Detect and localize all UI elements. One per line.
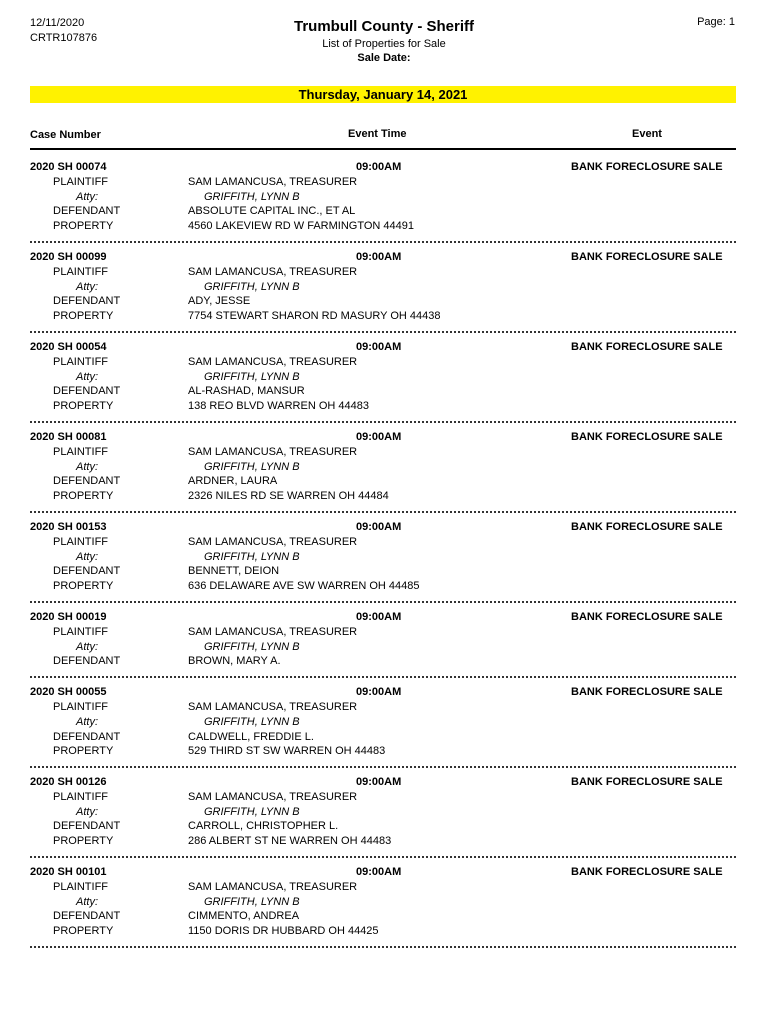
case-row	[0, 715, 768, 730]
defendant-name: CALDWELL, FREDDIE L.	[188, 730, 314, 743]
case-row	[0, 880, 768, 895]
property-address: 7754 STEWART SHARON RD MASURY OH 44438	[188, 310, 441, 323]
defendant-name: BROWN, MARY A.	[188, 655, 281, 668]
case-divider	[30, 676, 736, 678]
plaintiff-name: SAM LAMANCUSA, TREASURER	[188, 625, 358, 638]
case-divider	[30, 331, 736, 333]
event-type: BANK FORECLOSURE SALE	[571, 161, 723, 173]
attorney-name: GRIFFITH, LYNN B	[204, 805, 300, 818]
report-date: 12/11/2020	[30, 17, 85, 29]
defendant-name: ARDNER, LAURA	[188, 475, 278, 488]
column-header-time: Event Time	[348, 128, 407, 140]
event-type: BANK FORECLOSURE SALE	[571, 250, 723, 263]
case-row	[0, 909, 768, 924]
case-divider	[30, 601, 736, 603]
case-row	[0, 294, 768, 309]
case-divider	[30, 946, 736, 948]
sale-date-label: Sale Date:	[357, 52, 411, 64]
defendant-name: ABSOLUTE CAPITAL INC., ET AL	[188, 205, 356, 218]
property-label: PROPERTY	[53, 835, 114, 848]
plaintiff-name: SAM LAMANCUSA, TREASURER	[188, 355, 358, 368]
case-row	[0, 265, 768, 280]
attorney-name: GRIFFITH, LYNN B	[204, 460, 300, 473]
case-row	[0, 790, 768, 805]
case-entry	[0, 520, 768, 594]
case-row	[0, 520, 768, 535]
case-number: 2020 SH 00019	[30, 610, 107, 623]
case-number: 2020 SH 00074	[30, 161, 107, 173]
column-header-case: Case Number	[30, 129, 101, 141]
property-label: PROPERTY	[53, 745, 114, 758]
event-time: 09:00AM	[356, 610, 402, 623]
case-number: 2020 SH 00099	[30, 250, 107, 263]
plaintiff-name: SAM LAMANCUSA, TREASURER	[188, 175, 358, 188]
case-row	[0, 250, 768, 265]
property-address: 1150 DORIS DR HUBBARD OH 44425	[188, 925, 379, 938]
event-type: BANK FORECLOSURE SALE	[571, 610, 723, 623]
case-number: 2020 SH 00126	[30, 776, 107, 789]
property-address: 4560 LAKEVIEW RD W FARMINGTON 44491	[188, 220, 414, 233]
attorney-label: Atty:	[76, 280, 99, 293]
page-subtitle: List of Properties for Sale	[322, 38, 446, 50]
plaintiff-name: SAM LAMANCUSA, TREASURER	[188, 880, 358, 893]
event-time: 09:00AM	[356, 776, 402, 789]
attorney-name: GRIFFITH, LYNN B	[204, 550, 300, 563]
event-type: BANK FORECLOSURE SALE	[571, 340, 723, 353]
case-entry	[0, 160, 768, 234]
case-entry	[0, 610, 768, 669]
plaintiff-label: PLAINTIFF	[53, 535, 109, 548]
case-row	[0, 355, 768, 370]
defendant-label: DEFENDANT	[53, 205, 121, 218]
case-entry	[0, 430, 768, 504]
plaintiff-name: SAM LAMANCUSA, TREASURER	[188, 700, 358, 713]
attorney-label: Atty:	[76, 805, 99, 818]
case-row	[0, 204, 768, 219]
property-address: 636 DELAWARE AVE SW WARREN OH 44485	[188, 580, 420, 593]
defendant-label: DEFENDANT	[53, 385, 121, 398]
case-row	[0, 430, 768, 445]
case-divider	[30, 766, 736, 768]
event-time: 09:00AM	[356, 686, 402, 699]
property-label: PROPERTY	[53, 220, 114, 233]
case-row	[0, 474, 768, 489]
attorney-name: GRIFFITH, LYNN B	[204, 190, 300, 203]
case-row	[0, 865, 768, 880]
defendant-label: DEFENDANT	[53, 565, 121, 578]
attorney-label: Atty:	[76, 640, 99, 653]
property-label: PROPERTY	[53, 490, 114, 503]
defendant-name: BENNETT, DEION	[188, 565, 280, 578]
case-row	[0, 384, 768, 399]
defendant-label: DEFENDANT	[53, 910, 121, 923]
defendant-label: DEFENDANT	[53, 730, 121, 743]
defendant-label: DEFENDANT	[53, 475, 121, 488]
case-row	[0, 685, 768, 700]
case-row	[0, 654, 768, 669]
attorney-name: GRIFFITH, LYNN B	[204, 895, 300, 908]
event-time: 09:00AM	[356, 161, 402, 173]
case-divider	[30, 241, 736, 243]
case-row	[0, 640, 768, 655]
case-row	[0, 700, 768, 715]
case-row	[0, 190, 768, 205]
attorney-name: GRIFFITH, LYNN B	[204, 640, 300, 653]
event-time: 09:00AM	[356, 250, 402, 263]
defendant-label: DEFENDANT	[53, 295, 121, 308]
property-label: PROPERTY	[53, 400, 114, 413]
case-row	[0, 175, 768, 190]
property-label: PROPERTY	[53, 310, 114, 323]
case-row	[0, 730, 768, 745]
plaintiff-label: PLAINTIFF	[53, 790, 109, 803]
case-row	[0, 535, 768, 550]
page-number: Page: 1	[697, 16, 735, 28]
defendant-name: CARROLL, CHRISTOPHER L.	[188, 820, 339, 833]
sale-day-banner: Thursday, January 14, 2021	[30, 86, 736, 103]
property-address: 286 ALBERT ST NE WARREN OH 44483	[188, 835, 392, 848]
event-time: 09:00AM	[356, 340, 402, 353]
event-type: BANK FORECLOSURE SALE	[571, 686, 723, 699]
report-id: CRTR107876	[30, 32, 98, 44]
plaintiff-name: SAM LAMANCUSA, TREASURER	[188, 535, 358, 548]
event-time: 09:00AM	[356, 866, 402, 879]
event-time: 09:00AM	[356, 520, 402, 533]
attorney-label: Atty:	[76, 460, 99, 473]
defendant-name: ADY, JESSE	[188, 295, 251, 308]
case-divider	[30, 511, 736, 513]
defendant-name: CIMMENTO, ANDREA	[188, 910, 300, 923]
attorney-label: Atty:	[76, 715, 99, 728]
property-address: 2326 NILES RD SE WARREN OH 44484	[188, 490, 389, 503]
case-number: 2020 SH 00055	[30, 686, 107, 699]
case-row	[0, 834, 768, 849]
property-label: PROPERTY	[53, 580, 114, 593]
plaintiff-label: PLAINTIFF	[53, 355, 109, 368]
attorney-name: GRIFFITH, LYNN B	[204, 280, 300, 293]
property-label: PROPERTY	[53, 925, 114, 938]
case-divider	[30, 421, 736, 423]
case-row	[0, 219, 768, 234]
column-header-event: Event	[632, 128, 662, 140]
case-row	[0, 160, 768, 175]
plaintiff-label: PLAINTIFF	[53, 700, 109, 713]
attorney-label: Atty:	[76, 190, 99, 203]
case-number: 2020 SH 00101	[30, 866, 107, 879]
attorney-name: GRIFFITH, LYNN B	[204, 715, 300, 728]
case-row	[0, 370, 768, 385]
case-number: 2020 SH 00153	[30, 520, 107, 533]
case-row	[0, 775, 768, 790]
case-entry	[0, 775, 768, 849]
case-entry	[0, 685, 768, 759]
case-entry	[0, 340, 768, 414]
plaintiff-label: PLAINTIFF	[53, 445, 109, 458]
case-row	[0, 895, 768, 910]
defendant-label: DEFENDANT	[53, 820, 121, 833]
case-row	[0, 564, 768, 579]
case-row	[0, 610, 768, 625]
event-type: BANK FORECLOSURE SALE	[571, 430, 723, 443]
case-row	[0, 399, 768, 414]
case-row	[0, 744, 768, 759]
case-row	[0, 625, 768, 640]
plaintiff-name: SAM LAMANCUSA, TREASURER	[188, 265, 358, 278]
event-type: BANK FORECLOSURE SALE	[571, 520, 723, 533]
header-divider	[30, 148, 736, 150]
case-row	[0, 309, 768, 324]
case-row	[0, 489, 768, 504]
attorney-name: GRIFFITH, LYNN B	[204, 370, 300, 383]
plaintiff-label: PLAINTIFF	[53, 265, 109, 278]
plaintiff-name: SAM LAMANCUSA, TREASURER	[188, 445, 358, 458]
case-entry	[0, 865, 768, 939]
case-row	[0, 550, 768, 565]
plaintiff-label: PLAINTIFF	[53, 880, 109, 893]
plaintiff-name: SAM LAMANCUSA, TREASURER	[188, 790, 358, 803]
case-row	[0, 924, 768, 939]
defendant-name: AL-RASHAD, MANSUR	[188, 385, 305, 398]
case-row	[0, 819, 768, 834]
case-divider	[30, 856, 736, 858]
case-row	[0, 445, 768, 460]
case-number: 2020 SH 00054	[30, 340, 107, 353]
case-number: 2020 SH 00081	[30, 430, 107, 443]
plaintiff-label: PLAINTIFF	[53, 175, 109, 188]
plaintiff-label: PLAINTIFF	[53, 625, 109, 638]
event-type: BANK FORECLOSURE SALE	[571, 776, 723, 789]
case-list	[0, 160, 768, 955]
attorney-label: Atty:	[76, 370, 99, 383]
case-row	[0, 340, 768, 355]
event-time: 09:00AM	[356, 430, 402, 443]
case-entry	[0, 250, 768, 324]
report-header	[0, 17, 768, 65]
attorney-label: Atty:	[76, 550, 99, 563]
case-row	[0, 460, 768, 475]
case-row	[0, 579, 768, 594]
attorney-label: Atty:	[76, 895, 99, 908]
page-title: Trumbull County - Sheriff	[294, 18, 474, 35]
defendant-label: DEFENDANT	[53, 655, 121, 668]
case-row	[0, 805, 768, 820]
event-type: BANK FORECLOSURE SALE	[571, 866, 723, 879]
case-row	[0, 280, 768, 295]
property-address: 138 REO BLVD WARREN OH 44483	[188, 400, 369, 413]
property-address: 529 THIRD ST SW WARREN OH 44483	[188, 745, 386, 758]
